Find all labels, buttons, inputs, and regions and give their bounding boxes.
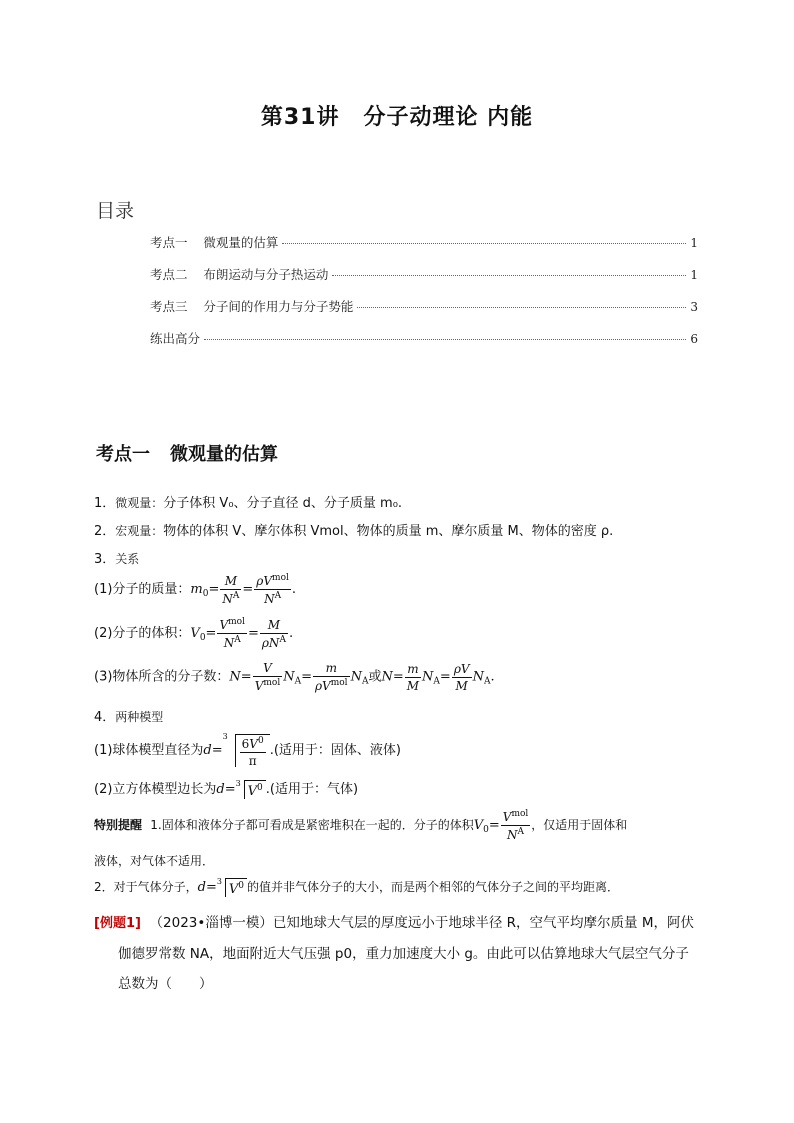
toc-leader-dots [332, 275, 686, 276]
toc-item-label: 考点一 微观量的估算 [150, 235, 279, 250]
toc-item-page: 1 [690, 268, 698, 282]
toc-item-page: 1 [690, 236, 698, 250]
toc-item[interactable] [150, 297, 698, 329]
tip-label: 特别提醒 [94, 818, 143, 832]
example-line-3: 总数为（ ） [118, 976, 213, 992]
table-of-contents [150, 233, 698, 361]
example-line-2: 伽德罗常数 NA，地面附近大气压强 p0，重力加速度大小 g。由此可以估算地球大气层空气分子 [118, 946, 689, 962]
formula-molecule-mass: (1)分子的质量：$m_0=$ $\frac{M}{N^A}$ = $\frac{\rho V^{mol}}{N^A}$ . [94, 573, 297, 606]
section-number: 考点一 [96, 444, 150, 465]
example-source: （2023•淄博一模） [149, 915, 273, 931]
example-1 [94, 908, 704, 999]
formula-sphere-model: (1)球体模型直径为d= 3 $\frac{6V^0}{\pi}$ .(适用于：固体、液体) [94, 732, 401, 768]
toc-heading: 目录 [96, 200, 135, 222]
lecture-topic: 分子动理论 内能 [363, 105, 534, 130]
tip-line-3: 2．对于气体分子，d= 3 $V^0$ 的值并非气体分子的大小，而是两个相邻的气体分子之间的平均距离． [94, 877, 620, 897]
toc-leader-dots [357, 307, 686, 308]
page-title [0, 100, 794, 131]
example-line-1: [例题1] （2023•淄博一模）已知地球大气层的厚度远小于地球半径 R，空气平均摩尔质量 M，阿伏 [94, 915, 694, 931]
toc-item-page: 6 [690, 332, 698, 346]
section-title: 微观量的估算 [170, 444, 278, 465]
toc-item[interactable] [150, 265, 698, 297]
toc-leader-dots [282, 243, 686, 244]
tip-line-2: 液体，对气体不适用． [94, 854, 215, 868]
paragraph-models: 4．两种模型 [94, 710, 164, 725]
formula-molecule-count: (3)物体所含的分子数：N= $\frac{V}{V^{mol}}$ $N_A=$ $\frac{m}{\rho V^{mol}}$ $N_A$或N= $\frac{m}{M}$ $N_A=$ $\frac{\rho V}{M}$ $N_A$. [94, 661, 495, 693]
toc-item[interactable] [150, 233, 698, 265]
toc-item-label: 考点三 分子间的作用力与分子势能 [150, 299, 354, 314]
toc-item-label: 考点二 布朗运动与分子热运动 [150, 267, 329, 282]
lecture-number: 第31讲 [260, 105, 340, 130]
example-tag: [例题1] [94, 916, 141, 931]
section-heading [96, 440, 278, 466]
toc-item[interactable] [150, 329, 698, 361]
formula-molecule-volume: (2)分子的体积：$V_0=$ $\frac{V^{mol}}{N^A}$ = $\frac{M}{\rho N^A}$ . [94, 617, 294, 650]
toc-item-label: 练出高分 [150, 331, 201, 346]
paragraph-macro: 2．宏观量：物体的体积 V、摩尔体积 Vmol、物体的质量 m、摩尔质量 M、物体的密度 ρ. [94, 524, 614, 539]
tip-line-1: 特别提醒 1.固体和液体分子都可看成是紧密堆积在一起的．分子的体积$V_0=$ $\frac{V^{mol}}{N^A}$ ，仅适用于固体和 [94, 809, 628, 842]
paragraph-relations: 3．关系 [94, 552, 140, 567]
formula-cube-model: (2)立方体模型边长为d= 3 $V^0$ .(适用于：气体) [94, 779, 359, 799]
paragraph-micro: 1．微观量：分子体积 V₀、分子直径 d、分子质量 m₀. [94, 496, 403, 511]
toc-leader-dots [204, 339, 686, 340]
toc-item-page: 3 [690, 300, 698, 314]
